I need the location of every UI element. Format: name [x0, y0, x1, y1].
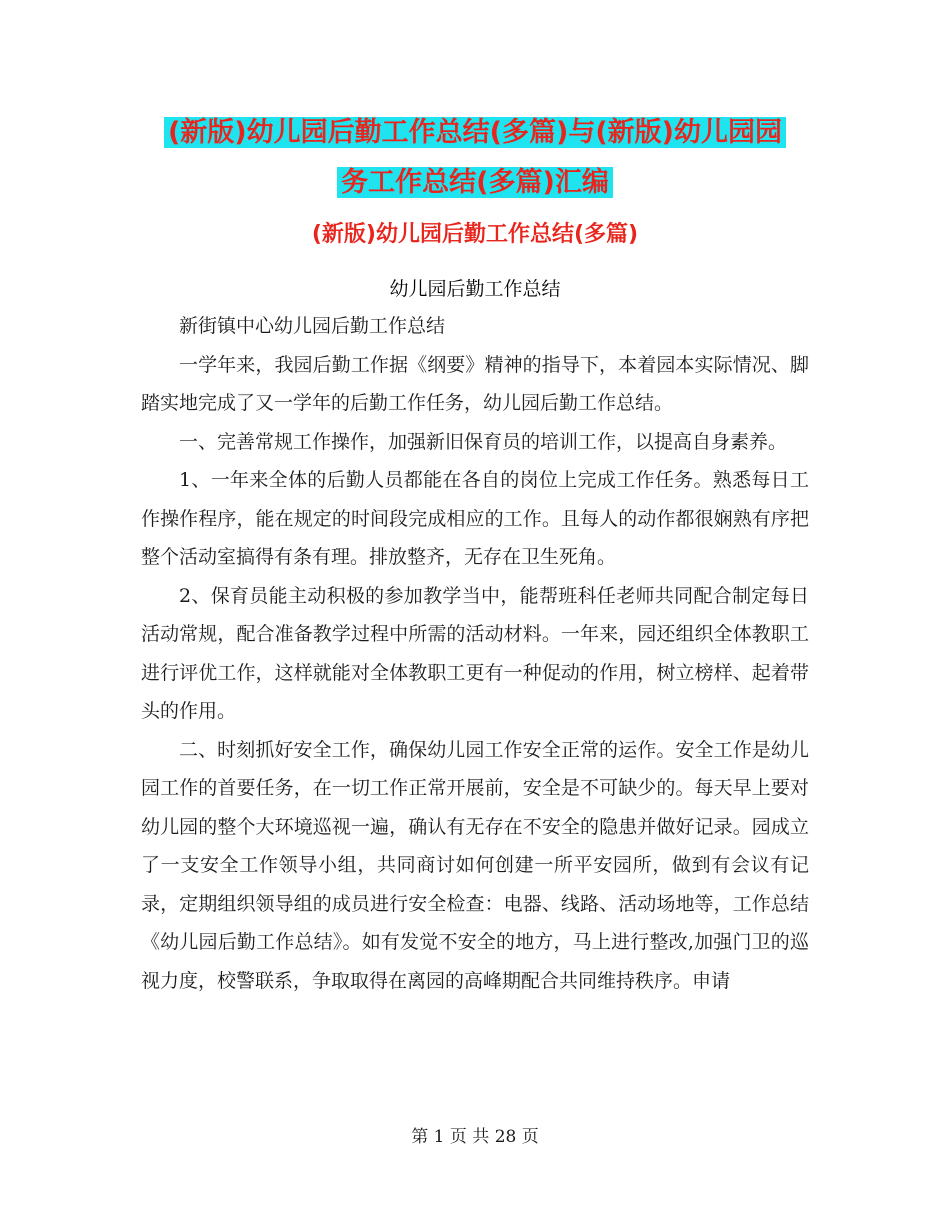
paragraph: 二、时刻抓好安全工作，确保幼儿园工作安全正常的运作。安全工作是幼儿园工作的首要任务，在一切工作正常开展前，安全是不可缺少的。每天早上要对幼儿园的整个大环境巡视一遍，确认有无存在不安全的隐患并做好记录。园成立了一支安全工作领导小组，共同商讨如何创建一所平安园所，做到有会议有记录，定期组织领导组的成员进行安全检查：电器、线路、活动场地等，工作总结《幼儿园后勤工作总结》。如有发觉不安全的地方，马上进行整改,加强门卫的巡视力度，校警联系，争取取得在离园的高峰期配合共同维持秩序。申请	[141, 738, 809, 992]
paragraph: 一学年来，我园后勤工作据《纲要》精神的指导下，本着园本实际情况、脚踏实地完成了又一学年的后勤工作任务，幼儿园后勤工作总结。	[141, 353, 809, 414]
title-line-2: 务工作总结(多篇)汇编	[337, 167, 613, 198]
paragraph: 2、保育员能主动积极的参加教学当中，能帮班科任老师共同配合制定每日活动常规，配合准备教学过程中所需的活动材料。一年来，园还组织全体教职工进行评优工作，这样就能对全体教职工更有一种促动的作用，树立榜样、起着带头的作用。	[141, 584, 809, 722]
document-title	[60, 108, 890, 208]
section-title: (新版)幼儿园后勤工作总结(多篇)	[311, 222, 639, 247]
body-text	[141, 307, 809, 1000]
paragraph: 一、完善常规工作操作，加强新旧保育员的培训工作，以提高自身素养。	[179, 430, 788, 453]
page-footer: 第 1 页 共 28 页	[411, 1127, 539, 1147]
title-line-1: (新版)幼儿园后勤工作总结(多篇)与(新版)幼儿园园	[164, 117, 786, 148]
paragraph: 1、一年来全体的后勤人员都能在各自的岗位上完成工作任务。熟悉每日工作操作程序，能在规定的时间段完成相应的工作。且每人的动作都很娴熟有序把整个活动室搞得有条有理。排放整齐，无存在卫生死角。	[141, 469, 809, 568]
paragraph: 新街镇中心幼儿园后勤工作总结	[179, 315, 446, 337]
document-subtitle: 幼儿园后勤工作总结	[389, 278, 561, 300]
